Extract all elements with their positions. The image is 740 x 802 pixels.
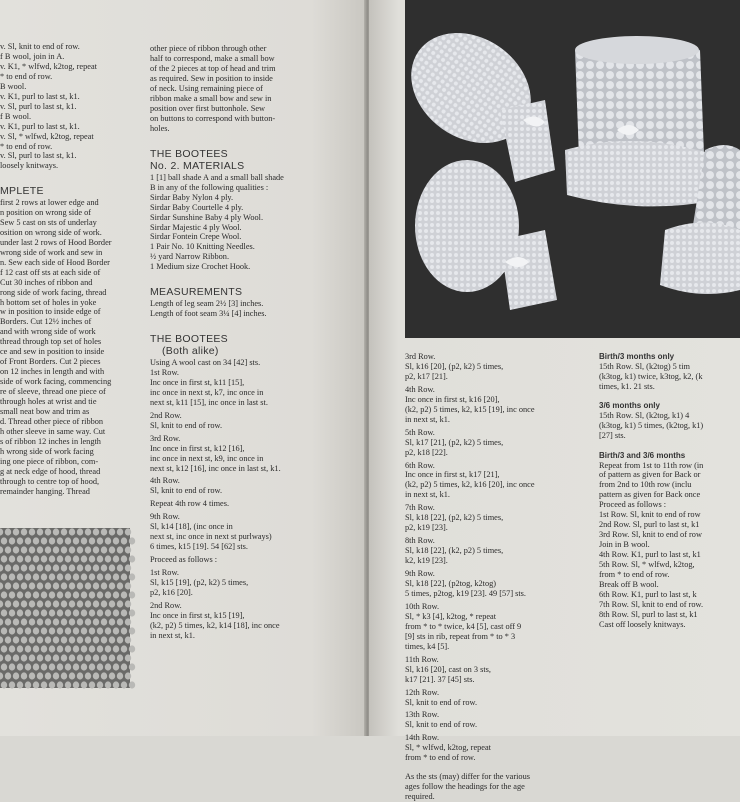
instruction-line: (k3tog, k1) twice, k3tog, k2, (k: [599, 371, 703, 381]
measurement-item: Length of leg seam 2½ [3] inches.: [150, 298, 264, 308]
instruction-line: Inc once in first st, k16 [20],: [405, 394, 500, 404]
instruction-line: Cut 30 inches of ribbon and: [0, 277, 93, 287]
instruction-line: re of sleeve, thread one piece of: [0, 387, 106, 397]
instruction-line: s of ribbon 12 inches in length: [0, 436, 101, 446]
pattern-row: [405, 428, 580, 458]
material-item: Sirdar Fontein Crepe Wool.: [150, 232, 242, 242]
instruction-line: ce and sew in position to inside: [0, 347, 105, 357]
making-up-text: [0, 198, 135, 497]
instruction-line: osition on wrong side of work.: [0, 227, 102, 237]
instruction-line: loosely knitways.: [0, 161, 59, 171]
instruction-line: through holes at wrist and tie: [0, 397, 97, 407]
materials-intro: [150, 173, 332, 193]
instruction-line: remainder hanging. Thread: [0, 486, 90, 496]
instruction-line: Inc once in first st, k15 [19],: [150, 610, 245, 620]
instruction-line: times, k4 [5].: [405, 641, 450, 651]
pattern-row: 1st Row. Sl, knit to end of row: [599, 510, 701, 520]
instruction-line: Repeat from 1st to 11th row (in: [599, 460, 704, 470]
instruction-line: (k3tog, k1) 5 times, (k2tog, k1): [599, 421, 704, 430]
instruction-line: v. Sl, knit to end of row.: [0, 42, 80, 51]
instruction-line: inc once in next st, k9, inc once in: [150, 453, 264, 463]
bootees-photo: [405, 0, 740, 338]
instruction-line: [9] sts in rib, repeat from * to * 3: [405, 631, 516, 641]
instruction-line: as required. Sew in position to inside: [150, 73, 273, 83]
left-column-1: [0, 42, 135, 497]
instruction-line: * to end of row.: [0, 141, 53, 151]
material-item: Sirdar Majestic 4 ply Wool.: [150, 222, 242, 232]
instruction-line: f B wool.: [0, 111, 32, 121]
instruction-line: Sl, k18 [22], (p2, k2) 5 times,: [405, 513, 504, 523]
instruction-line: As the sts (may) differ for the various: [405, 772, 530, 782]
left-page: [0, 0, 366, 736]
pattern-row: 8th Row. Sl, purl to last st, k1: [599, 609, 698, 619]
instruction-line: rong side of work facing, thread: [0, 287, 107, 297]
instruction-line: h bottom set of holes in yoke: [0, 297, 97, 307]
instruction-line: Sl, k18 [22], (k2, p2) 5 times,: [405, 546, 504, 556]
instruction-line: v. Sl, purl to last st, k1.: [0, 101, 77, 111]
instruction-line: Sl, knit to end of row.: [150, 486, 223, 496]
instruction-line: 6 times, k15 [19]. 54 [62] sts.: [150, 542, 248, 552]
instruction-line: 1st Row.: [150, 568, 179, 578]
pattern-row: 5th Row. Sl, * wlfwd, k2tog,: [599, 560, 695, 570]
pattern-row: [405, 536, 580, 566]
right-column-1: [405, 352, 580, 802]
pattern-row: [150, 568, 332, 598]
instruction-line: Sl, k15 [19], (p2, k2) 5 times,: [150, 578, 249, 588]
instruction-line: ages follow the headings for the age: [405, 782, 525, 792]
instruction-line: 3rd Row.: [405, 352, 436, 361]
instruction-line: (k2, p2) 5 times, k2, k15 [19], inc once: [405, 404, 535, 414]
instruction-line: p2, k16 [20].: [150, 588, 193, 597]
instruction-line: Sl, knit to end of row.: [405, 697, 478, 707]
instruction-line: 15th Row. Sl, (k2tog, k1) 4: [599, 411, 690, 421]
instruction-line: v. Sl, purl to last st, k1.: [0, 151, 77, 161]
instruction-line: Sl, k18 [22], (p2tog, k2tog): [405, 579, 497, 589]
instruction-line: n. Sew each side of Hood Border: [0, 257, 110, 267]
instruction-line: v. K1, purl to last st, k1.: [0, 91, 80, 101]
material-item: Sirdar Baby Nylon 4 ply.: [150, 192, 234, 202]
measurement-item: Length of foot seam 3¼ [4] inches.: [150, 308, 267, 318]
material-item: 1 Medium size Crochet Hook.: [150, 262, 251, 272]
pattern-row: [405, 733, 580, 763]
pattern-row: [150, 555, 332, 565]
birth-and-3-6-heading: Birth/3 and 3/6 months: [599, 450, 686, 460]
instruction-line: 7th Row.: [405, 503, 435, 513]
instruction-line: d. Thread other piece of ribbon: [0, 416, 104, 426]
instruction-line: p2, k18 [22].: [405, 447, 448, 457]
pattern-row: [405, 688, 580, 708]
instruction-line: Borders. Cut 12½ inches of: [0, 317, 92, 327]
instruction-line: in next st, k1.: [405, 490, 450, 500]
instruction-line: 15th Row. Sl, (k2tog) 5 tim: [599, 361, 690, 371]
instruction-line: 4th Row.: [405, 384, 435, 394]
pattern-row: Break off B wool.: [599, 579, 659, 589]
instruction-line: times, k1. 21 sts.: [599, 381, 655, 391]
pattern-row: [150, 411, 332, 431]
instruction-line: in next st, k1.: [150, 630, 195, 640]
pattern-row: [150, 499, 332, 509]
instruction-line: Sl, k17 [21], (p2, k2) 5 times,: [405, 437, 504, 447]
instruction-line: f B wool, join in A.: [0, 51, 65, 61]
instruction-line: h other sleeve in same way. Cut: [0, 426, 106, 436]
instruction-line: v. K1, * wlfwd, k2tog, repeat: [0, 61, 97, 71]
pattern-row: [150, 601, 332, 641]
instruction-line: 11th Row.: [405, 654, 439, 664]
instruction-line: g at neck edge of hood, thread: [0, 466, 101, 476]
instruction-line: of the 2 pieces at top of head and trim: [150, 63, 276, 73]
pattern-row: [405, 569, 580, 599]
instruction-line: * to end of row.: [0, 71, 53, 81]
instruction-line: next st, k12 [16], inc once in last st, k1.: [150, 463, 281, 473]
pattern-row: [150, 434, 332, 474]
materials-heading: No. 2. MATERIALS: [150, 160, 245, 173]
instruction-line: v. K1, purl to last st, k1.: [0, 121, 80, 131]
instruction-line: 8th Row.: [405, 536, 435, 546]
pattern-row: 7th Row. Sl, knit to end of row.: [599, 599, 704, 609]
instruction-line: w in position to inside edge of: [0, 307, 101, 317]
instruction-line: 3rd Row.: [150, 433, 181, 443]
pattern-row: 2nd Row. Sl, purl to last st, k1: [599, 520, 700, 530]
pattern-row: [405, 602, 580, 652]
instruction-line: 9th Row.: [405, 569, 435, 579]
pattern-row: 3rd Row. Sl, knit to end of row: [599, 530, 702, 540]
instruction-line: 1st Row.: [150, 367, 179, 377]
proceed-line: Proceed as follows :: [599, 500, 667, 510]
instruction-line: ing one piece of ribbon, com-: [0, 456, 99, 466]
right-column-2: [599, 352, 740, 630]
instruction-line: pattern as given for Back once: [599, 490, 701, 500]
instruction-line: position over first buttonhole. Sew: [150, 103, 265, 113]
instruction-line: Inc once in first st, k17 [21],: [405, 470, 500, 480]
instruction-line: B wool.: [0, 81, 27, 91]
birth-3-months-heading: Birth/3 months only: [599, 352, 675, 361]
instruction-line: 14th Row.: [405, 733, 440, 743]
birth-and-3-6-text: [599, 461, 740, 501]
hood-finishing-text: [150, 44, 332, 134]
instruction-line: thread through top set of holes: [0, 337, 102, 347]
pattern-row: [405, 655, 580, 685]
pattern-row: [405, 503, 580, 533]
complete-heading: MPLETE: [0, 185, 44, 198]
instruction-line: f 12 cast off sts at each side of: [0, 267, 101, 277]
cast-on-line: Using A wool cast on 34 [42] sts.: [150, 357, 261, 367]
pattern-row: 6th Row. K1, purl to last st, k: [599, 589, 697, 599]
instruction-line: Sl, knit to end of row.: [150, 420, 223, 430]
instruction-line: from * to * twice, k4 [5], cast off 9: [405, 621, 522, 631]
pattern-row: [150, 368, 332, 408]
pattern-row: Join in B wool.: [599, 540, 650, 550]
instruction-line: n position on wrong side of: [0, 207, 92, 217]
instruction-line: 10th Row.: [405, 601, 440, 611]
instruction-line: from 2nd to 10th row (inclu: [599, 480, 692, 490]
instruction-line: of Front Borders. Cut 2 pieces: [0, 357, 101, 367]
3-6-months-text: [599, 411, 740, 441]
bootee-rows-part1: [150, 368, 332, 641]
instruction-line: Inc once in first st, k12 [16],: [150, 443, 245, 453]
instruction-line: required.: [405, 792, 435, 802]
instruction-line: 5th Row.: [405, 427, 435, 437]
left-column-2: [150, 44, 332, 644]
instruction-line: on 12 inches in length and with: [0, 367, 105, 377]
pattern-row: [405, 352, 580, 382]
instruction-line: holes.: [150, 123, 170, 133]
stitch-detail-photo: [0, 528, 130, 688]
pattern-row: Cast off loosely knitways.: [599, 619, 686, 629]
instruction-line: v. Sl, * wlfwd, k2tog, repeat: [0, 131, 94, 141]
instruction-line: 2nd Row.: [150, 600, 182, 610]
instruction-line: B in any of the following qualities :: [150, 182, 269, 192]
instruction-line: of neck. Using remaining piece of: [150, 83, 263, 93]
measurements-list: [150, 299, 332, 319]
instruction-line: in next st, k1.: [405, 414, 450, 424]
instruction-line: Sl, k16 [20], (p2, k2) 5 times,: [405, 361, 504, 371]
instruction-line: Sl, * wlfwd, k2tog, repeat: [405, 743, 491, 753]
instruction-line: Proceed as follows :: [150, 555, 218, 565]
both-alike-label: (Both alike): [162, 345, 219, 358]
birth-3-months-text: [599, 362, 740, 392]
instruction-line: [27] sts.: [599, 430, 626, 440]
instruction-line: 12th Row.: [405, 687, 440, 697]
instruction-line: next st, inc once in next st purlways): [150, 532, 272, 542]
instruction-line: first 2 rows at lower edge and: [0, 197, 99, 207]
right-page: [369, 0, 740, 802]
instruction-line: p2, k19 [23].: [405, 523, 448, 533]
material-item: Sirdar Baby Courtelle 4 ply.: [150, 202, 244, 212]
instruction-line: and with wrong side of work: [0, 327, 96, 337]
instruction-line: on buttons to correspond with button-: [150, 113, 276, 123]
instruction-line: (k2, p2) 5 times, k2, k14 [18], inc once: [150, 620, 280, 630]
instruction-line: through to centre top of hood,: [0, 476, 100, 486]
bootees-heading: THE BOOTEES: [150, 147, 228, 160]
instruction-line: under last 2 rows of Hood Border: [0, 237, 112, 247]
instruction-line: from * to end of row.: [405, 753, 476, 763]
instruction-line: (k2, p2) 5 times, k2, k16 [20], inc once: [405, 480, 535, 490]
pattern-row: 4th Row. K1, purl to last st, k1: [599, 550, 701, 560]
measurements-heading: MEASUREMENTS: [150, 286, 243, 299]
instruction-line: 1 [1] ball shade A and a small ball shade: [150, 172, 284, 182]
instruction-line: next st, k11 [15], inc once in last st.: [150, 397, 268, 407]
instruction-line: 2nd Row.: [150, 410, 182, 420]
pattern-row: [150, 512, 332, 552]
cuff-rows: [599, 510, 740, 629]
instruction-line: k17 [21]. 37 [45] sts.: [405, 674, 475, 684]
materials-list: [150, 193, 332, 273]
pattern-row: from * to end of row.: [599, 569, 670, 579]
pattern-row: [405, 385, 580, 425]
instruction-line: 6th Row.: [405, 460, 435, 470]
material-item: 1 Pair No. 10 Knitting Needles.: [150, 242, 255, 252]
instruction-line: other piece of ribbon through other: [150, 44, 267, 53]
instruction-line: 9th Row.: [150, 512, 180, 522]
instruction-line: 4th Row.: [150, 476, 180, 486]
instruction-line: Sl, knit to end of row.: [405, 720, 478, 730]
finishing-rows: [0, 42, 135, 171]
instruction-line: h wrong side of work facing: [0, 446, 94, 456]
material-item: ½ yard Narrow Ribbon.: [150, 252, 230, 262]
instruction-line: of pattern as given for Back or: [599, 470, 701, 480]
instruction-line: ribbon make a small bow and sew in: [150, 93, 272, 103]
bootees-instructions-heading: THE BOOTEES: [150, 332, 228, 345]
pattern-row: [150, 476, 332, 496]
bootee-rows-part2: [405, 352, 580, 763]
instruction-line: Repeat 4th row 4 times.: [150, 499, 230, 509]
instruction-line: k2, k19 [23].: [405, 556, 448, 566]
instruction-line: Inc once in first st, k11 [15],: [150, 377, 245, 387]
instruction-line: side of work facing, commencing: [0, 377, 112, 387]
pattern-row: [405, 461, 580, 501]
instruction-line: Sl, * k3 [4], k2tog, * repeat: [405, 611, 497, 621]
pattern-row: [405, 710, 580, 730]
instruction-line: p2, k17 [21].: [405, 371, 448, 381]
instruction-line: 5 times, p2tog, k19 [23]. 49 [57] sts.: [405, 588, 526, 598]
3-6-months-heading: 3/6 months only: [599, 401, 660, 411]
instruction-line: inc once in next st, k7, inc once in: [150, 387, 264, 397]
instruction-line: wrong side of work and sew in: [0, 247, 103, 257]
instruction-line: 13th Row.: [405, 710, 440, 720]
age-note: [405, 772, 580, 802]
instruction-line: Sew 5 cast on sts of underlay: [0, 217, 97, 227]
instruction-line: half to correspond, make a small bow: [150, 53, 275, 63]
instruction-line: Sl, k16 [20], cast on 3 sts,: [405, 664, 491, 674]
instruction-line: small neat bow and trim as: [0, 407, 90, 416]
material-item: Sirdar Sunshine Baby 4 ply Wool.: [150, 212, 264, 222]
instruction-line: Sl, k14 [18], (inc once in: [150, 522, 233, 532]
